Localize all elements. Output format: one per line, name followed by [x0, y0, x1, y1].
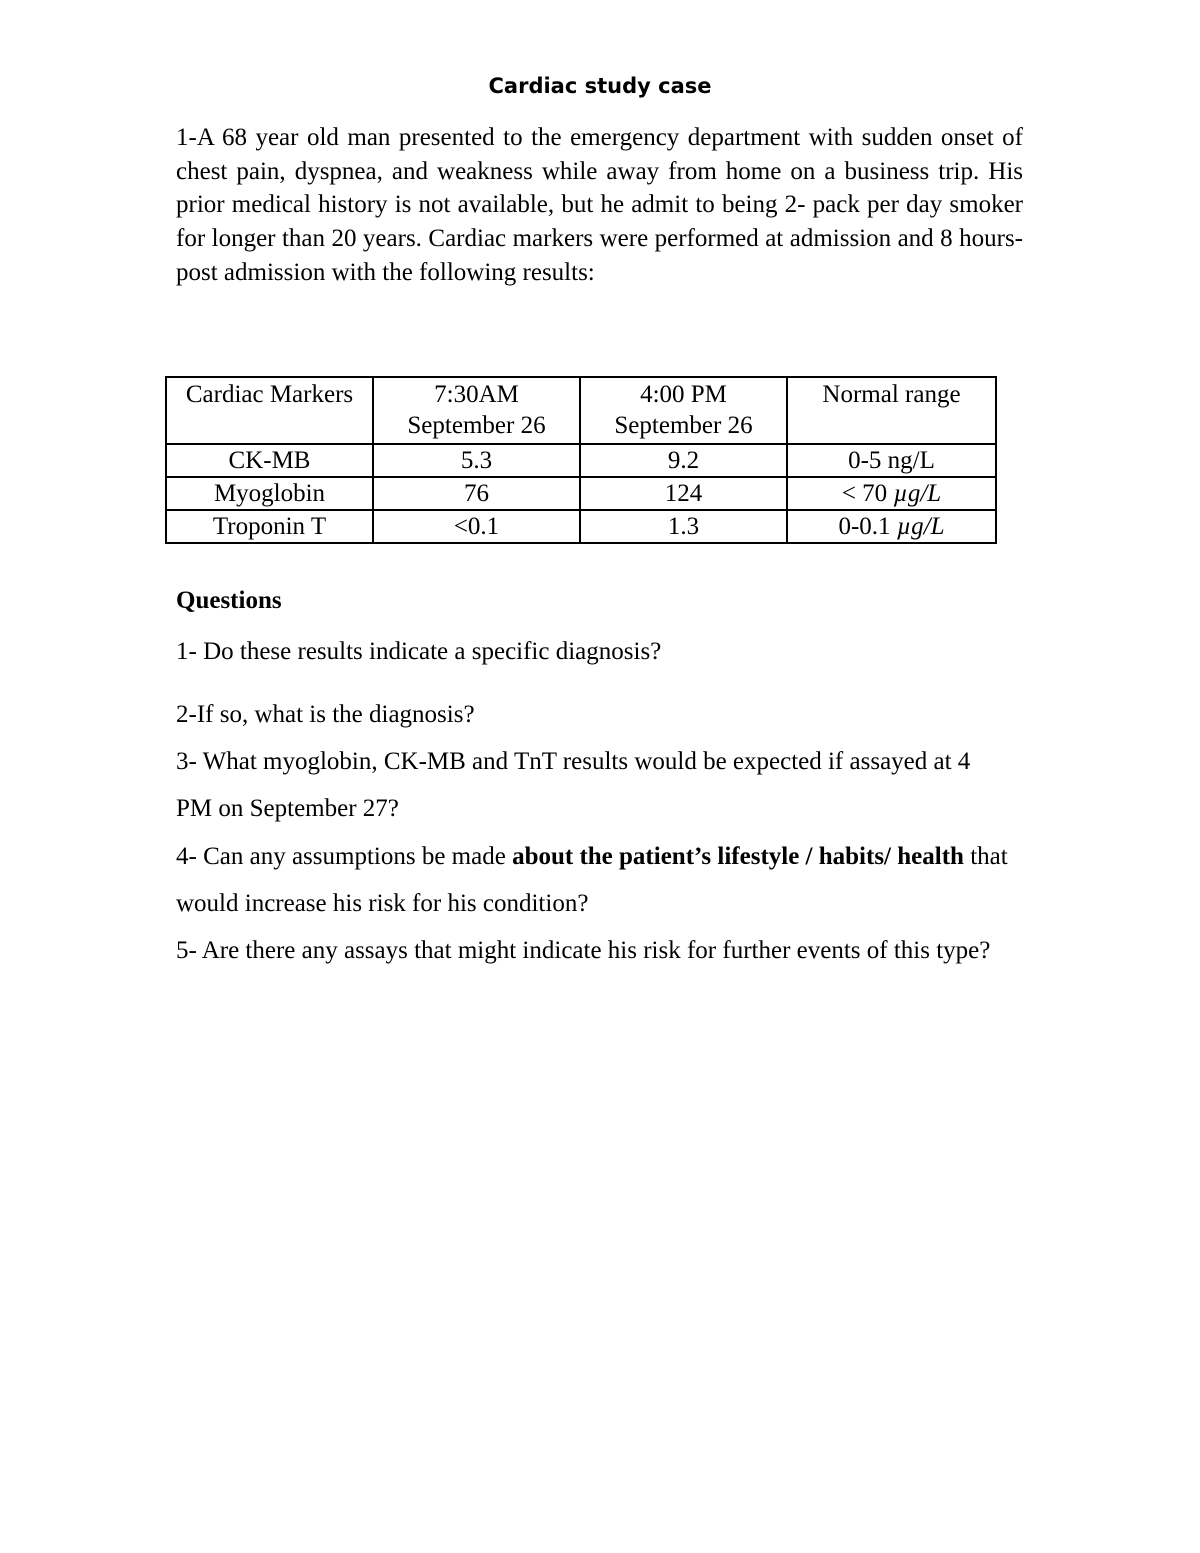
marker-name: Troponin T [166, 510, 373, 543]
marker-value-2: 124 [580, 477, 787, 510]
cardiac-markers-table [165, 376, 997, 544]
marker-name: CK-MB [166, 444, 373, 477]
marker-normal-range: 0-5 ng/L [787, 444, 996, 477]
marker-normal-range: < 70 µg/L [787, 477, 996, 510]
header-time-1: 7:30AM September 26 [373, 377, 580, 444]
table-row [166, 510, 996, 543]
document-title: Cardiac study case [488, 74, 712, 98]
question-4-emphasis: about the patient’s lifestyle / habits/ health [512, 843, 964, 870]
question-2: 2-If so, what is the diagnosis? [176, 701, 475, 728]
marker-value-1: 5.3 [373, 444, 580, 477]
marker-value-2: 1.3 [580, 510, 787, 543]
range-unit: µg/L [896, 513, 945, 540]
table-row [166, 444, 996, 477]
range-unit: µg/L [893, 480, 942, 507]
question-3: 3- What myoglobin, CK-MB and TnT results would be expected if assayed at 4 PM on September 27? [176, 748, 971, 822]
questions-heading: Questions [176, 587, 282, 614]
header-cardiac-markers: Cardiac Markers [166, 377, 373, 444]
header-time-2: 4:00 PM September 26 [580, 377, 787, 444]
marker-value-2: 9.2 [580, 444, 787, 477]
question-4: 4- Can any assumptions be made about the patient’s lifestyle / habits/ health that would increase his risk for his condition? [176, 843, 1008, 917]
marker-name: Myoglobin [166, 477, 373, 510]
marker-normal-range: 0-0.1 µg/L [787, 510, 996, 543]
question-1: 1- Do these results indicate a specific diagnosis? [176, 638, 662, 665]
table-row [166, 477, 996, 510]
question-5: 5- Are there any assays that might indicate his risk for further events of this type? [176, 937, 991, 964]
case-description: 1-A 68 year old man presented to the emergency department with sudden onset of chest pain, dyspnea, and weakness while away from home on a business trip. His prior medical history is not available, but he admit to being 2- pack per day smoker for longer than 20 years. Cardiac markers were performed at admission and 8 hours- post admission with the following results: [176, 124, 1023, 286]
table-header-row [166, 377, 996, 444]
header-normal-range: Normal range [787, 377, 996, 444]
marker-value-1: <0.1 [373, 510, 580, 543]
marker-value-1: 76 [373, 477, 580, 510]
